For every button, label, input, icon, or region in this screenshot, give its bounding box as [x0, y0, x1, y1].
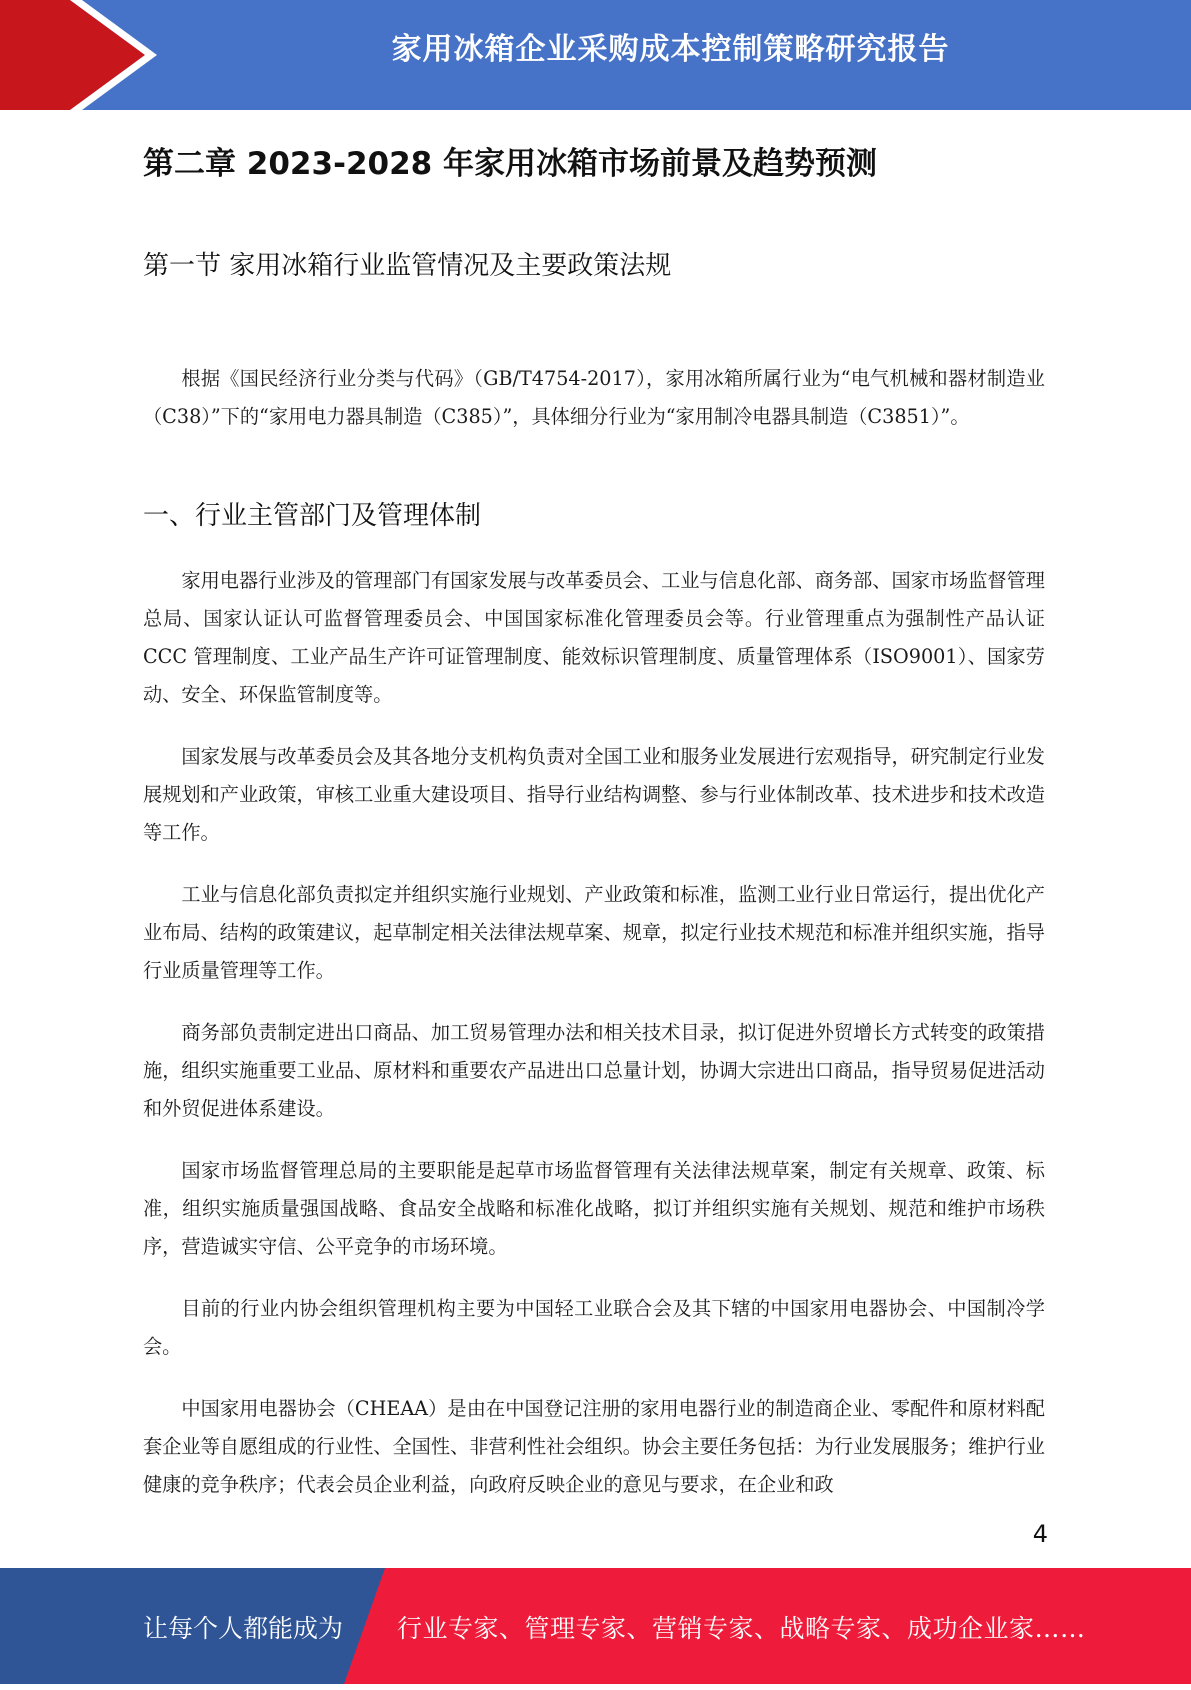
report-footer — [0, 1568, 1191, 1684]
body-paragraph: 家用电器行业涉及的管理部门有国家发展与改革委员会、工业与信息化部、商务部、国家市场监督管理总局、国家认证认可监督管理委员会、中国国家标准化管理委员会等。行业管理重点为强制性产品认证 CCC 管理制度、工业产品生产许可证管理制度、能效标识管理制度、质量管理体系（ISO9001）、国家劳动、安全、环保监管制度等。 — [143, 569, 1045, 706]
body-paragraph: 国家发展与改革委员会及其各地分支机构负责对全国工业和服务业发展进行宏观指导，研究制定行业发展规划和产业政策，审核工业重大建设项目、指导行业结构调整、参与行业体制改革、技术进步和技术改造等工作。 — [143, 745, 1045, 844]
subsection-title: 一、行业主管部门及管理体制 — [143, 501, 482, 531]
body-paragraph: 目前的行业内协会组织管理机构主要为中国轻工业联合会及其下辖的中国家用电器协会、中国制冷学会。 — [143, 1297, 1045, 1358]
body-paragraph: 工业与信息化部负责拟定并组织实施行业规划、产业政策和标准，监测工业行业日常运行，提出优化产业布局、结构的政策建议，起草制定相关法律法规草案、规章，拟定行业技术规范和标准并组织实施，指导行业质量管理等工作。 — [143, 883, 1045, 982]
chapter-title: 第二章 2023-2028 年家用冰箱市场前景及趋势预测 — [143, 146, 878, 182]
section-title: 第一节 家用冰箱行业监管情况及主要政策法规 — [143, 251, 672, 281]
intro-paragraph: 根据《国民经济行业分类与代码》（GB/T4754-2017），家用冰箱所属行业为“电气机械和器材制造业（C38）”下的“家用电力器具制造（C385）”，具体细分行业为“家用制冷电器具制造（C3851）”。 — [143, 367, 1045, 428]
footer-slogan-right: 行业专家、管理专家、营销专家、战略专家、成功企业家…… — [397, 1614, 1086, 1643]
body-paragraph: 中国家用电器协会（CHEAA）是由在中国登记注册的家用电器行业的制造商企业、零配件和原材料配套企业等自愿组成的行业性、全国性、非营利性社会组织。协会主要任务包括：为行业发展服务；维护行业健康的竞争秩序；代表会员企业利益，向政府反映企业的意见与要求，在企业和政 — [143, 1397, 1045, 1496]
body-paragraph: 国家市场监督管理总局的主要职能是起草市场监督管理有关法律法规草案，制定有关规章、政策、标准，组织实施质量强国战略、食品安全战略和标准化战略，拟订并组织实施有关规划、规范和维护市场秩序，营造诚实守信、公平竞争的市场环境。 — [143, 1159, 1045, 1258]
report-header — [0, 0, 1191, 110]
page-number: 4 — [1032, 1520, 1048, 1548]
footer-slogan-left: 让每个人都能成为 — [143, 1614, 344, 1643]
report-title: 家用冰箱企业采购成本控制策略研究报告 — [391, 32, 950, 67]
body-paragraph: 商务部负责制定进出口商品、加工贸易管理办法和相关技术目录，拟订促进外贸增长方式转变的政策措施，组织实施重要工业品、原材料和重要农产品进出口总量计划，协调大宗进出口商品，指导贸易促进活动和外贸促进体系建设。 — [143, 1021, 1045, 1120]
